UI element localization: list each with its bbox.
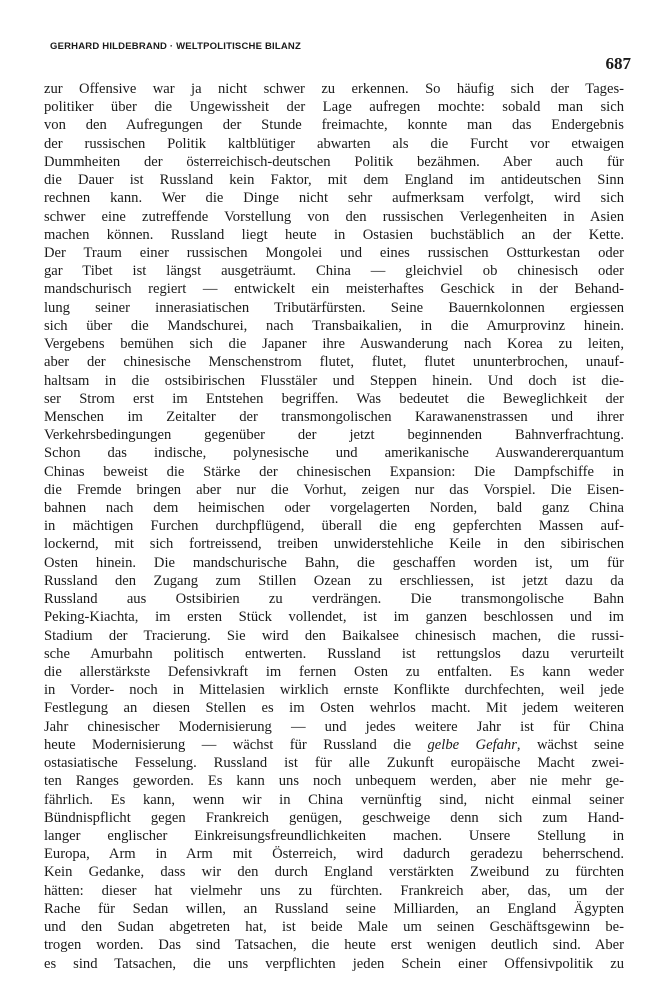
text-line: ostasiatische Fesselung. Russland ist für alle Zukunft europäische Macht zwei-: [44, 755, 624, 772]
text-line: bahnen nach dem heimischen oder vorgelagerten Norden, bald ganz China: [44, 500, 624, 517]
text-line: Europa, Arm in Arm mit Österreich, wird dadurch geradezu beherrschend.: [44, 846, 624, 863]
text-line: politiker über die Ungewissheit der Lage aufregen mochte: sobald man sich: [44, 99, 624, 116]
running-head: GERHARD HILDEBRAND · WELTPOLITISCHE BILANZ: [50, 41, 301, 52]
text-line: die Dauer ist Russland kein Faktor, mit dem England im antideutschen Sinn: [44, 172, 624, 189]
text-line: Festlegung an diesen Stellen es im Osten wehrlos macht. Mit jedem weiteren: [44, 700, 624, 717]
text-line: Verkehrsbedingungen gegenüber der jetzt beginnenden Bahnverfrachtung.: [44, 427, 624, 444]
text-line: Osten hinein. Die mandschurische Bahn, die geschaffen worden ist, um für: [44, 554, 624, 571]
body-text: [44, 80, 624, 973]
text-line: Chinas beweist die Stärke der chinesischen Expansion: Die Dampfschiffe in: [44, 463, 624, 480]
text-line: Dummheiten der österreichisch-deutschen Politik bezähmen. Aber auch für: [44, 153, 624, 170]
text-line: ten Ranges geworden. Es kann uns noch unbequem werden, aber nie mehr ge-: [44, 773, 624, 790]
text-line: langer englischer Einkreisungsfreundlichkeiten machen. Unsere Stellung in: [44, 827, 624, 844]
text-line: Stadium der Tracierung. Sie wird den Baikalsee chinesisch machen, die russi-: [44, 627, 624, 644]
text-line: und den Sudan abgetreten hat, ist beide Male um seinen Geschäftsgewinn be-: [44, 919, 624, 936]
text-line: die Fremde bringen aber nur die Vorhut, zeigen nur das Vorspiel. Die Eisen-: [44, 481, 624, 498]
text-line: haltsam in die ostsibirischen Flusstäler und Steppen hinein. Und doch ist die-: [44, 372, 624, 389]
text-line: hätten: dieser hat vielmehr uns zu fürchten. Frankreich aber, das, um der: [44, 882, 624, 899]
text-line: Bündnispflicht gegen Frankreich genügen, geschweige denn sich zum Hand-: [44, 809, 624, 826]
text-line: sich über die Mandschurei, nach Transbaikalien, in die Amurprovinz hinein.: [44, 317, 624, 334]
text-line: von den Aufregungen der Stunde freimachte, konnte man das Endergebnis: [44, 117, 624, 134]
text-line: in mächtigen Furchen durchpflügend, überall die eng gepferchten Massen auf-: [44, 518, 624, 535]
text-line: Peking-Kiachta, im ersten Stück vollendet, ist im ganzen beschlossen und im: [44, 609, 624, 626]
text-line: ser Strom erst im Entstehen begriffen. Was bedeutet die Beweglichkeit der: [44, 390, 624, 407]
text-line: Schon das indische, polynesische und amerikanische Auswandererquantum: [44, 445, 624, 462]
text-line: lung seiner innerasiatischen Tributärfürsten. Seine Bauernkolonnen ergiessen: [44, 299, 624, 316]
text-line: gar Tibet ist längst ausgeträumt. China — gleichviel ob chinesisch oder: [44, 263, 624, 280]
text-line: lockernd, mit sich fortreissend, treiben unwiderstehliche Keile in den sibirischen: [44, 536, 624, 553]
text-line: die allerstärkste Defensivkraft im fernen Osten zu entfalten. Es kann weder: [44, 664, 624, 680]
text-line: zur Offensive war ja nicht schwer zu erkennen. So häufig sich der Tages-: [44, 81, 624, 97]
text-line: aber der chinesische Menschenstrom flutet, flutet, flutet ununterbrochen, unauf-: [44, 354, 624, 371]
text-line: heute Modernisierung — wächst für Russland die gelbe Gefahr, wächst seine: [44, 736, 624, 753]
text-line: es sind Tatsachen, die uns verpflichten jeden Schein einer Offensivpolitik zu: [44, 955, 624, 972]
text-line: trogen worden. Das sind Tatsachen, die heute erst wenigen deutlich sind. Aber: [44, 937, 624, 954]
text-line: mandschurisch regiert — entwickelt ein meisterhaftes Geschick in der Behand-: [44, 281, 624, 298]
text-line: der russischen Politik kaltblütiger abwarten als die Furcht vor etwaigen: [44, 135, 624, 152]
text-line: Vergebens bemühen sich die Japaner ihre Auswanderung nach Korea zu leiten,: [44, 336, 624, 353]
text-line: in Vorder- noch in Mittelasien wirklich ernste Konflikte durchfechten, weil jede: [44, 682, 624, 699]
text-line: Rache für Sedan willen, an Russland seine Milliarden, an England Ägypten: [44, 900, 624, 917]
text-line: Jahr chinesischer Modernisierung — und jedes weitere Jahr ist für China: [44, 718, 624, 735]
text-line: sche Amurbahn politisch entwerten. Russland ist rettungslos dazu verurteilt: [44, 645, 624, 662]
text-line: Russland aus Ostsibirien zu verdrängen. Die transmongolische Bahn: [44, 591, 624, 608]
page-number: 687: [605, 54, 631, 73]
text-line: schwer eine zutreffende Vorstellung von den russischen Verlegenheiten in Asien: [44, 208, 624, 225]
text-line: Menschen im Zeitalter der transmongolischen Karawanenstrassen und ihrer: [44, 408, 624, 425]
text-line: rechnen kann. Wer die Dinge nicht sehr aufmerksam verfolgt, wird sich: [44, 190, 624, 207]
text-line: Russland den Zugang zum Stillen Ozean zu erschliessen, ist jetzt dazu da: [44, 572, 624, 589]
text-line: fährlich. Es kann, wenn wir in China vernünftig sind, nicht einmal seiner: [44, 791, 624, 808]
text-line: Kein Gedanke, dass wir den durch England verstärkten Zweibund zu fürchten: [44, 864, 624, 881]
text-line: machen können. Russland liegt heute in Ostasien buchstäblich an der Kette.: [44, 226, 624, 243]
text-line: Der Traum einer russischen Mongolei und eines russischen Ostturkestan oder: [44, 244, 624, 261]
